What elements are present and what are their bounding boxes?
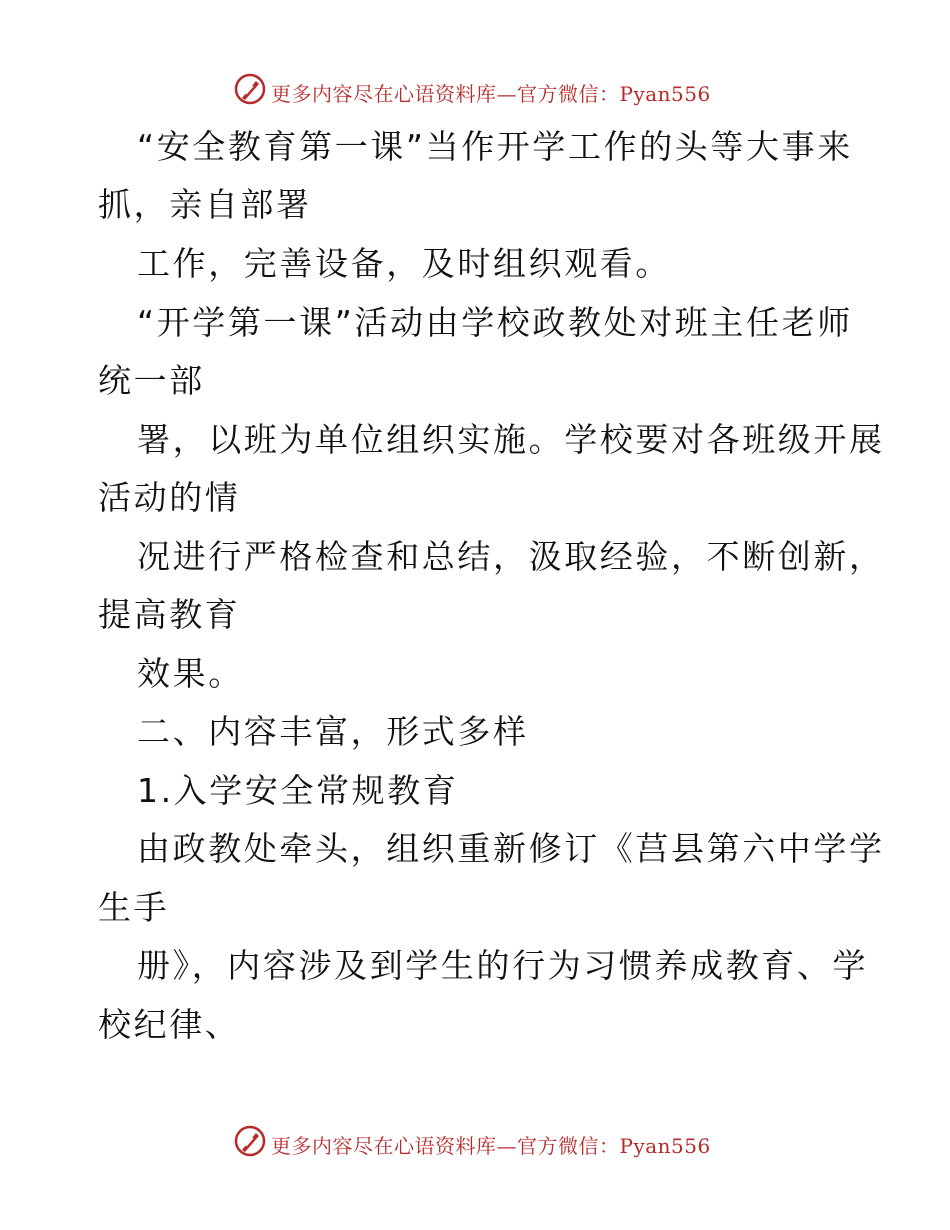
body-line: 校纪律、 [98,1005,241,1044]
body-line: 况进行严格检查和总结，汲取经验，不断创新， [137,537,885,576]
footer-contact-label: 官方微信： [517,1134,620,1158]
header-site-text: 更多内容尽在心语资料库 [271,82,497,106]
body-line: 由政教处牵头，组织重新修订《莒县第六中学学 [137,829,885,868]
body-line: 统一部 [98,361,205,400]
subsection-heading: 1.入学安全常规教育 [137,771,459,810]
body-line: 提高教育 [98,595,241,634]
header-watermark [0,70,950,110]
header-separator: — [496,82,517,106]
body-line: 工作，完善设备，及时组织观看。 [137,244,671,283]
body-line: “安全教育第一课”当作开学工作的头等大事来 [137,127,853,166]
footer-watermark-text [271,1130,711,1159]
footer-watermark [0,1122,950,1162]
body-line: 生手 [98,888,170,927]
quill-pen-logo-icon [233,1124,267,1158]
section-heading: 二、内容丰富，形式多样 [137,712,529,751]
header-contact-id: Pyan556 [619,82,711,106]
body-line: 册》，内容涉及到学生的行为习惯养成教育、学 [137,946,869,985]
header-watermark-text [271,78,711,107]
body-line: “开学第一课”活动由学校政教处对班主任老师 [137,303,853,342]
body-line: 效果。 [137,654,244,693]
body-line: 活动的情 [98,478,241,517]
footer-separator: — [496,1134,517,1158]
header-contact-label: 官方微信： [517,82,620,106]
quill-pen-logo-icon [233,72,267,106]
footer-contact-id: Pyan556 [619,1134,711,1158]
body-line: 抓，亲自部署 [98,185,312,224]
footer-site-text: 更多内容尽在心语资料库 [271,1134,497,1158]
body-line: 署，以班为单位组织实施。学校要对各班级开展 [137,420,885,459]
